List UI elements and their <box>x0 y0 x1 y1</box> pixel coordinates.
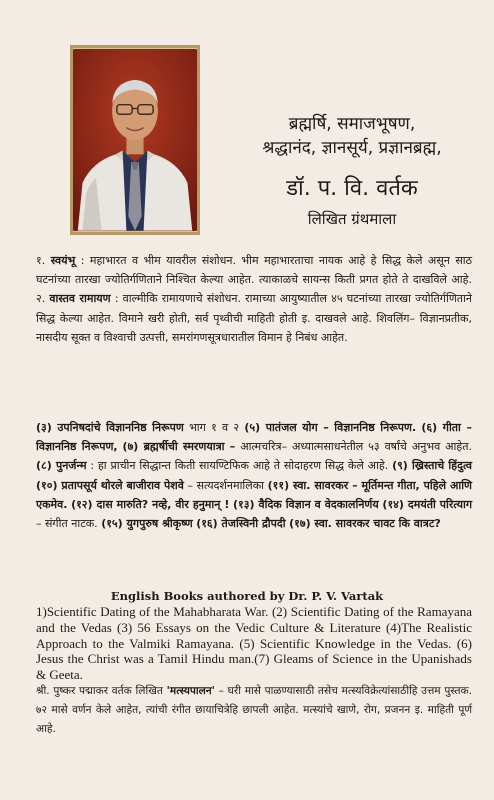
fish-book-title: 'मत्स्यपालन' <box>166 685 215 697</box>
book-2-description: : वाल्मीकि रामायणाचे संशोधन. रामाच्या आयुष्यातील ४५ घटनांच्या तारखा ज्योतिर्गणिताने सिद्ध केल्या आहेत. विमाने खरी होती, सर्व पृथ्वीची माहिती होती इ. दाखवले आहे. शिवलिंग– विज्ञानप्रतीक, नासदीय सूक्त व विश्वाची उत्पत्ती, समरांगणसूत्रधारातील विमान हे निबंध आहेत. <box>36 292 472 344</box>
book-1-number: १. <box>36 254 46 267</box>
book-14-title: (१४) दमयंती परित्याग <box>382 497 473 511</box>
author-portrait-image <box>73 48 197 232</box>
book-8-description: : हा प्राचीन सिद्धान्त किती सायण्टिफिक आहे ते सोदाहरण सिद्ध केले आहे. <box>90 459 389 473</box>
book-5-title: (५) पातंजल योग – विज्ञाननिष्ठ निरूपण. <box>244 421 417 434</box>
book-15-title: (१५) युगपुरुष श्रीकृष्ण <box>101 517 193 531</box>
book-10-description: – सत्यदर्शनमालिका <box>187 478 265 492</box>
book-12-title: (१२) दास मारुति? नव्हे, वीर हनुमान् ! <box>71 497 230 511</box>
honorific-line-2: श्रद्धानंद, ज्ञानसूर्य, प्रज्ञानब्रह्म, <box>262 138 442 158</box>
fish-book-paragraph <box>36 682 472 739</box>
english-books-list: 1)Scientific Dating of the Mahabharata War. (2) Scientific Dating of the Ramayana and the Vedas (3) 56 Essays on the Vedic Culture & Literature (4)The Realistic Approach to the Valmiki Ramayana. (5) Scientific Knowledge in the Vedas. (6) Jesus the Christ was a Tamil Hindu man.(7) Gleams of Science in the Upanishads & Geeta. <box>36 604 472 683</box>
book-14-description: – संगीत नाटक. <box>36 517 98 531</box>
book-16-title: (१६) तेजस्विनी द्रौपदी <box>196 517 286 531</box>
book-1-description: : महाभारत व भीम यावरील संशोधन. भीम महाभारताचा नायक आहे हे सिद्ध केले असून साठ घटनांच्या तारखा ज्योतिर्गणिताने निश्चित केल्या आहेत. त्याकाळचे सायन्स किती प्रगत होते ते दाखविले आहे. <box>36 254 473 287</box>
title-block <box>222 112 482 230</box>
book-17-title: (१७) स्वा. सावरकर चावट कि वात्रट? <box>289 517 441 531</box>
book-1-title: स्वयंभू <box>50 254 76 267</box>
author-portrait <box>70 45 200 235</box>
fish-book-description: – घरी मासे पाळण्यासाठी तसेच मत्स्यविक्रेत्यांसाठीहि उत्तम पुस्तक. ७२ मासे वर्णन केले आहेत, त्यांची रंगीत छायाचित्रेहि छापली आहेत. मत्स्यांचे खाणे, रोग, प्रजनन इ. माहिती पूर्ण आहे. <box>36 685 472 735</box>
fish-book-author: श्री. पुष्कर पद्माकर वर्तक लिखित <box>36 685 163 697</box>
book-13-title: (१३) वैदिक विज्ञान व वेदकालनिर्णय <box>233 497 379 511</box>
books-paragraph-2 <box>36 418 472 533</box>
book-6-title: (६) गीता – विज्ञाननिष्ठ निरूपण, <box>36 421 472 454</box>
books-paragraph-1 <box>36 251 472 347</box>
honorific-line-1: ब्रह्मर्षि, समाजभूषण, <box>288 114 416 134</box>
book-7-description: आत्मचरित्र– अध्यात्मसाधनेतील ५३ वर्षांचे अनुभव आहेत. <box>240 440 472 454</box>
book-3-parts: भाग १ व २ <box>189 421 240 434</box>
author-name: डॉ. प. वि. वर्तक <box>286 176 418 201</box>
series-title: लिखित ग्रंथमाला <box>307 210 397 228</box>
book-9-title: (९) ख्रिस्ताचे हिंदुत्व <box>392 459 472 473</box>
english-books-heading: English Books authored by Dr. P. V. Vartak <box>110 589 384 603</box>
book-10-title: (१०) प्रतापसूर्य थोरले बाजीराव पेशवे <box>36 478 184 492</box>
book-2-number: २. <box>36 292 46 306</box>
book-7-title: (७) ब्रह्मर्षीची स्मरणयात्रा – <box>122 440 236 454</box>
book-8-title: (८) पुनर्जन्म <box>36 459 87 473</box>
book-3-title: (३) उपनिषदांचे विज्ञाननिष्ठ निरूपण <box>36 421 184 434</box>
book-2-title: वास्तव रामायण <box>49 292 111 306</box>
book-11-title: (११) स्वा. सावरकर – मूर्तिमन्त गीता, पहिले आणि एकमेव. <box>36 478 473 511</box>
